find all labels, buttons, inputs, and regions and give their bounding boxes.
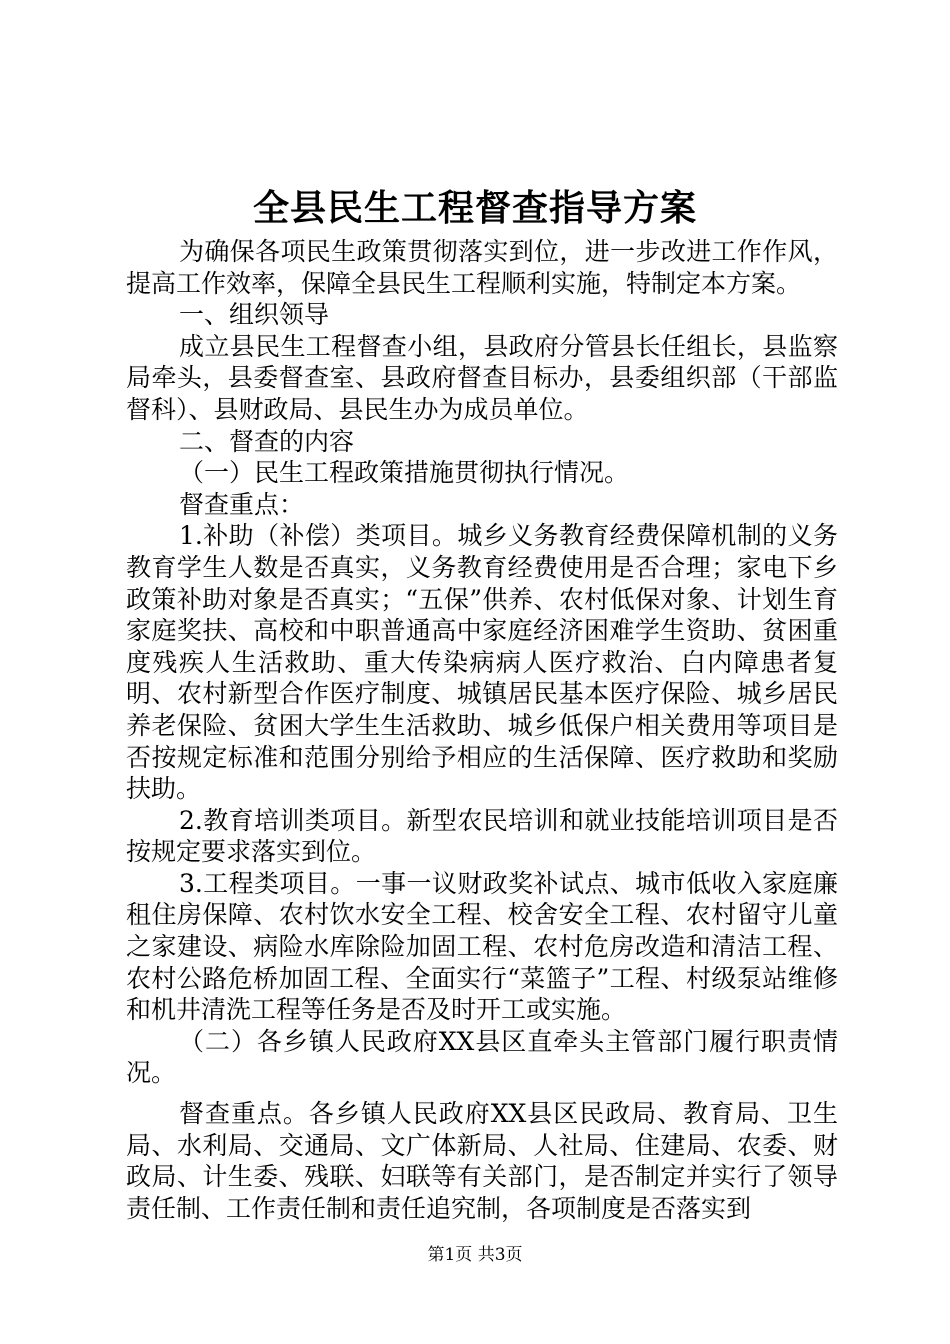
subsection-heading-duties: （二）各乡镇人民政府XX县区直牵头主管部门履行职责情况。 — [126, 1026, 838, 1088]
subsection-heading-policy: （一）民生工程政策措施贯彻执行情况。 — [179, 458, 630, 488]
paragraph-duties-key-points: 督查重点。各乡镇人民政府XX县区民政局、教育局、卫生局、水利局、交通局、文广体新局、人社局、住建局、农委、财政局、计生委、残联、妇联等有关部门，是否制定并实行了领导责任制、工作责任制和责任追究制，各项制度是否落实到 — [126, 1099, 838, 1223]
section-heading-content: 二、督查的内容 — [179, 426, 355, 456]
document-body — [126, 236, 838, 1224]
paragraph-item-engineering: 3.工程类项目。一事一议财政奖补试点、城市低收入家庭廉租住房保障、农村饮水安全工程、校舍安全工程、农村留守儿童之家建设、病险水库除险加固工程、农村危房改造和清洁工程、农村公路危桥加固工程、全面实行“菜篮子”工程、村级泵站维修和机井清洗工程等任务是否及时开工或实施。 — [126, 868, 838, 1025]
paragraph-key-points-label: 督查重点： — [179, 489, 305, 519]
page-footer: 第1页 共3页 — [427, 1245, 523, 1265]
paragraph-item-subsidy: 1.补助（补偿）类项目。城乡义务教育经费保障机制的义务教育学生人数是否真实，义务教育经费使用是否合理；家电下乡政策补助对象是否真实；“五保”供养、农村低保对象、计划生育家庭奖扶、高校和中职普通高中家庭经济困难学生资助、贫困重度残疾人生活救助、重大传染病病人医疗救治、白内障患者复明、农村新型合作医疗制度、城镇居民基本医疗保险、城乡居民养老保险、贫困大学生生活救助、城乡低保户相关费用等项目是否按规定标准和范围分别给予相应的生活保障、医疗救助和奖励扶助。 — [126, 521, 838, 804]
paragraph-item-training: 2.教育培训类项目。新型农民培训和就业技能培训项目是否按规定要求落实到位。 — [126, 805, 838, 867]
section-heading-organization: 一、组织领导 — [179, 300, 330, 330]
paragraph-intro: 为确保各项民生政策贯彻落实到位，进一步改进工作作风，提高工作效率，保障全县民生工程顺利实施，特制定本方案。 — [126, 237, 838, 298]
document-title: 全县民生工程督查指导方案 — [252, 187, 697, 229]
paragraph-organization: 成立县民生工程督查小组，县政府分管县长任组长，县监察局牵头，县委督查室、县政府督查目标办，县委组织部（干部监督科）、县财政局、县民生办为成员单位。 — [126, 331, 838, 424]
